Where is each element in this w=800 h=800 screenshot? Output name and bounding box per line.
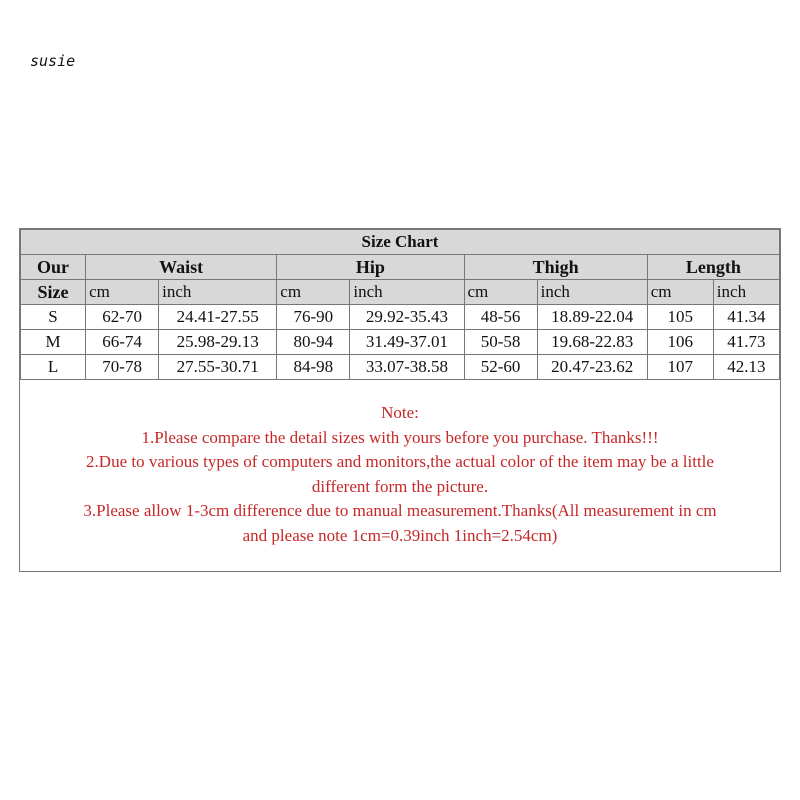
unit-header-hip-cm: cm	[277, 280, 350, 305]
note-line: different form the picture.	[311, 476, 489, 496]
table-cell: 29.92-35.43	[350, 305, 464, 330]
unit-header-waist-inch: inch	[159, 280, 277, 305]
table-cell: 70-78	[86, 355, 159, 380]
unit-header-thigh-cm: cm	[464, 280, 537, 305]
table-cell: 33.07-38.58	[350, 355, 464, 380]
table-cell: 50-58	[464, 330, 537, 355]
note-line: 3.Please allow 1-3cm difference due to manual measurement.Thanks(All measurement in cm	[83, 501, 717, 520]
size-label: L	[21, 355, 86, 380]
table-cell: 41.34	[713, 305, 779, 330]
size-label: M	[21, 330, 86, 355]
unit-header-waist-cm: cm	[86, 280, 159, 305]
table-cell: 62-70	[86, 305, 159, 330]
table-cell: 19.68-22.83	[537, 330, 647, 355]
notes-section	[20, 380, 780, 548]
group-header-hip: Hip	[277, 255, 464, 280]
note-line: and please note 1cm=0.39inch 1inch=2.54cm)	[242, 525, 558, 545]
size-chart	[19, 228, 781, 572]
table-row	[21, 305, 780, 330]
table-row	[21, 355, 780, 380]
unit-header-hip-inch: inch	[350, 280, 464, 305]
table-cell: 20.47-23.62	[537, 355, 647, 380]
size-header-top: Our	[21, 255, 86, 280]
table-cell: 48-56	[464, 305, 537, 330]
table-cell: 106	[647, 330, 713, 355]
table-cell: 24.41-27.55	[159, 305, 277, 330]
table-cell: 52-60	[464, 355, 537, 380]
table-cell: 80-94	[277, 330, 350, 355]
unit-header-length-inch: inch	[713, 280, 779, 305]
table-cell: 41.73	[713, 330, 779, 355]
chart-title: Size Chart	[21, 230, 780, 255]
size-label: S	[21, 305, 86, 330]
table-cell: 84-98	[277, 355, 350, 380]
size-table	[20, 229, 780, 380]
size-header-bottom: Size	[21, 280, 86, 305]
unit-header-thigh-inch: inch	[537, 280, 647, 305]
unit-header-length-cm: cm	[647, 280, 713, 305]
table-cell: 42.13	[713, 355, 779, 380]
note-line: 1.Please compare the detail sizes with yours before you purchase. Thanks!!!	[141, 427, 659, 447]
table-cell: 66-74	[86, 330, 159, 355]
notes-title: Note:	[381, 403, 419, 422]
table-row	[21, 330, 780, 355]
note-line: 2.Due to various types of computers and monitors,the actual color of the item may be a little	[86, 452, 714, 471]
table-cell: 76-90	[277, 305, 350, 330]
table-cell: 107	[647, 355, 713, 380]
group-header-waist: Waist	[86, 255, 277, 280]
group-header-length: Length	[647, 255, 779, 280]
table-cell: 18.89-22.04	[537, 305, 647, 330]
table-cell: 27.55-30.71	[159, 355, 277, 380]
group-header-thigh: Thigh	[464, 255, 647, 280]
table-cell: 105	[647, 305, 713, 330]
watermark-text: susie	[30, 52, 76, 70]
table-cell: 25.98-29.13	[159, 330, 277, 355]
table-cell: 31.49-37.01	[350, 330, 464, 355]
